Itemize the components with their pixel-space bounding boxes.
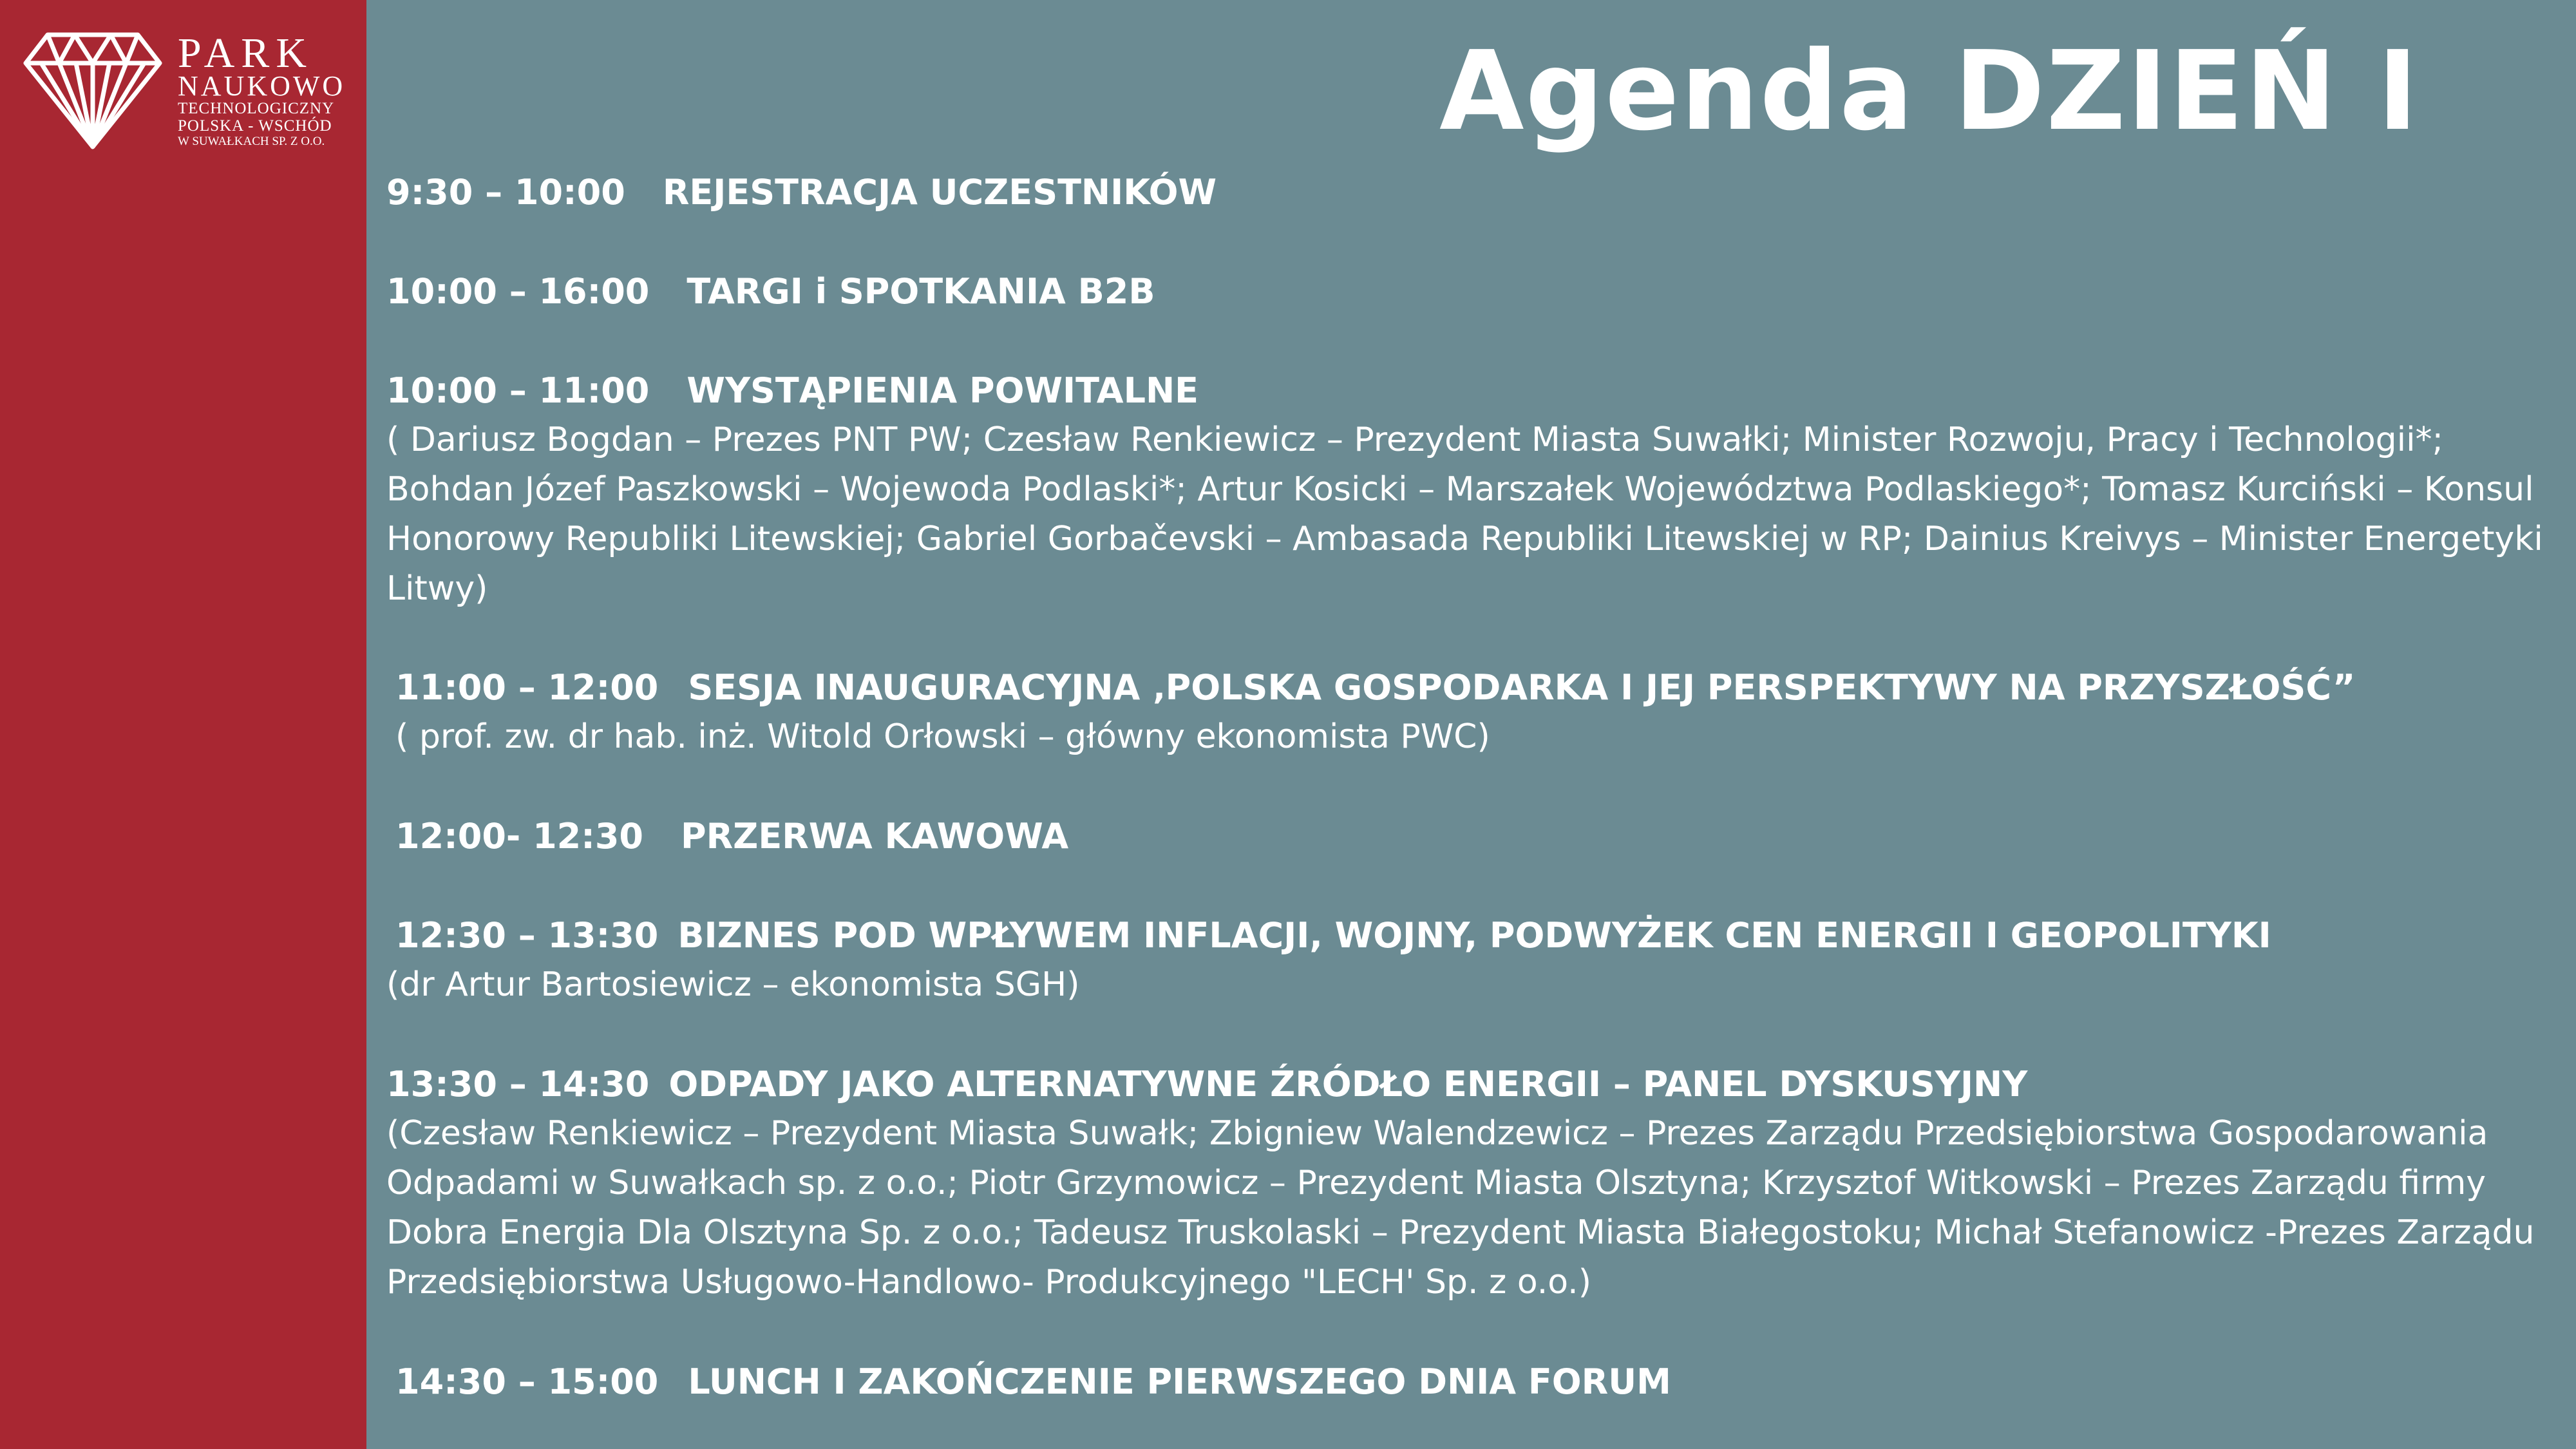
agenda-title: REJESTRACJA UCZESTNIKÓW [662,172,1217,213]
agenda-title: WYSTĄPIENIA POWITALNE [687,370,1199,411]
agenda-title: LUNCH I ZAKOŃCZENIE PIERWSZEGO DNIA FORUM [688,1361,1671,1402]
agenda-description: (Czesław Renkiewicz – Prezydent Miasta Suwałk; Zbigniew Walendzewicz – Prezes Zarządu Przedsiębiorstwa Gospodarowania Odpadami w Suwałkach sp. z o.o.; Piotr Grzymowicz – Prezydent Miasta Olsztyna; Krzysztof Witkowski – Prezes Zarządu firmy Dobra Energia Dla Olsztyna Sp. z o.o.; Tadeusz Truskolaski – Prezydent Miasta Białegostoku; Michał Stefanowicz -Prezes Zarządu Przedsiębiorstwa Usługowo-Handlowo- Produkcyjnego "LECH' Sp. z o.o.) [386,1113,2535,1302]
logo-line-suwalki: W SUWAŁKACH SP. Z O.O. [178,135,325,148]
agenda-title: ODPADY JAKO ALTERNATYWNE ŹRÓDŁO ENERGII – PANEL DYSKUSYJNY [668,1063,2028,1104]
agenda-item-header [386,911,2570,960]
page-title: Agenda DZIEŃ I [1439,28,2420,155]
agenda-title: SESJA INAUGURACYJNA ‚POLSKA GOSPODARKA I JEJ PERSPEKTYWY NA PRZYSZŁOŚĆ” [688,667,2356,708]
agenda-list [386,167,2570,1449]
agenda-item [386,267,2570,316]
logo-text [178,32,358,153]
agenda-item [386,811,2570,861]
agenda-title: TARGI i SPOTKANIA B2B [687,270,1155,312]
agenda-time: 9:30 – 10:00 [386,172,625,213]
agenda-item-header [386,167,2570,217]
agenda-item [386,911,2570,1010]
agenda-item-header [386,1059,2570,1109]
agenda-time: 14:30 – 15:00 [395,1361,659,1402]
agenda-time: 13:30 – 14:30 [386,1063,650,1104]
agenda-time: 11:00 – 12:00 [395,667,659,708]
agenda-time: 10:00 – 11:00 [386,370,650,411]
park-logo [22,26,357,155]
agenda-description: ( Dariusz Bogdan – Prezes PNT PW; Czesław Renkiewicz – Prezydent Miasta Suwałki; Minister Rozwoju, Pracy i Technologii*; Bohdan Józef Paszkowski – Wojewoda Podlaski*; Artur Kosicki – Marszałek Województwa Podlaskiego*; Tomasz Kurciński – Konsul Honorowy Republiki Litewskiej; Gabriel Gorbačevski – Ambasada Republiki Litewskiej w RP; Dainius Kreivys – Minister Energetyki Litwy) [386,420,2543,608]
logo-line-polska-wschod: POLSKA - WSCHÓD [178,117,332,135]
sidebar [0,0,366,1449]
agenda-description: ( prof. zw. dr hab. inż. Witold Orłowski – główny ekonomista PWC) [395,717,1490,757]
agenda-item [386,663,2570,762]
agenda-item [386,366,2570,614]
agenda-description: (dr Artur Bartosiewicz – ekonomista SGH) [386,965,1080,1004]
agenda-item-header [395,663,2570,712]
agenda-item-header [386,267,2570,316]
diamond-icon [22,31,164,150]
agenda-item-header [395,1357,2570,1406]
agenda-title: BIZNES POD WPŁYWEM INFLACJI, WOJNY, PODWYŻEK CEN ENERGII I GEOPOLITYKI [677,914,2271,956]
logo-line-naukowo: NAUKOWO [178,70,346,102]
agenda-item-header [395,811,2570,861]
agenda-time: 12:00- 12:30 [395,816,643,857]
agenda-title: PRZERWA KAWOWA [681,816,1069,857]
agenda-time: 10:00 – 16:00 [386,270,650,312]
agenda-item [386,1357,2570,1406]
logo-line-park: PARK [178,30,313,77]
agenda-item [386,167,2570,217]
logo-line-technologiczny: TECHNOLOGICZNY [178,100,335,117]
agenda-time: 12:30 – 13:30 [395,914,659,956]
agenda-item [386,1059,2570,1307]
agenda-item-header [386,366,2570,415]
